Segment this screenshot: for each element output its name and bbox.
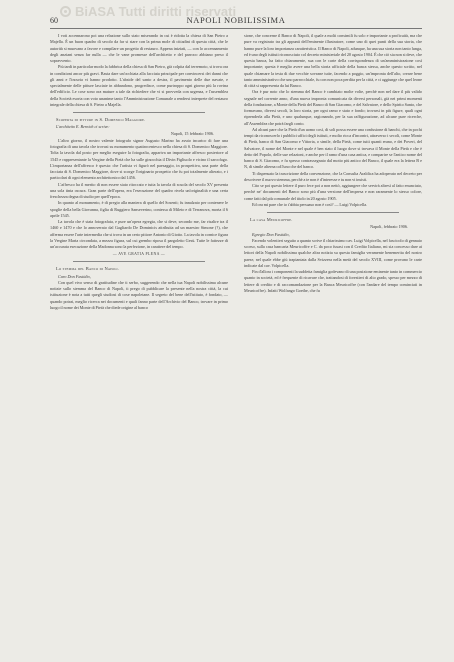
left-column [50,33,228,633]
header-rule [50,28,422,29]
section-divider [267,212,399,213]
ornament-line: — AVE GRATIA PLENA — [112,252,166,257]
paragraph: sione, che concerne il Banco di Napoli, il quale a molti consimili fu solo e importante a proficuità, ma che pure va registrato tra gli appunti dell'eminente illustratore, come uno di quei punti della sua storia, che hanno pure la loro importanza caratteristica. Il Banco di Napoli, adunque, ha una sua storia non tanto lunga, ed è uno degli istituti riconosciuto col decreto ministeriale del 20 agosto 1904. È che ciò sia non si deve, che questa banca, ha fatto chiaramente, sua con le carte della corrispondenza di un'amministrazione così importante; questa è meglio avere una bella storia ufficiale della banca stessa, anche questo scritto, nel quale chiamare la testa di due vecchie sovrane tutte, facendo a poggio, un'impronta dell'alto, creare bene tanto amministrativo che uno parrocchiale, fu con non poca perdita per la città, e ci aggiunge che quel leone di città si rappresenta da lui Banco. [244,33,422,88]
paragraph: Ad alcuni pare che la Pietà d'un uomo così, di soli possa essere una confusione di banchi, che in pochi tempi da riconoscerlo i pubblici uffici degli istituti, e molto ricca d'incontri, attraverso i secoli, come Monte di Pietà, banco di San Giacomo e Vittoria, o simile, della Pietà, come tutti quanti erano, e dei Poveri, del Salvatore, il nome del Monte e nel quale è ben stato il luogo dove si trovava il Monte della Pietà e che è detto del Popolo, delle sue relazioni, e anche per il ramo d'una casa antica, e comparire se l'antico nome del banco di S. Giacomo, e fu spesso contrassegnato dal motto più antico del Banco, il quale era la lettera B e N, di simile alterna coll'uno che del banco. [244,126,422,170]
page-number: 60 [50,16,58,25]
salutation: Caro Don Fastidio, [58,273,91,279]
page-header [50,14,422,28]
section-subheading: L'architetto E. Bernich ci scrive: [56,124,110,130]
section-heading: Lo stemma del Banco di Napoli. [56,266,120,272]
paragraph: Più tardi in particolar modo la fabbrica della chiesa di San Pietro, già colpita dal terremoto, si trova ora in condizioni ancor più gravi. Basta dare un'occhiata alla facciata principale per convincersi dei danni che gli anni e l'incuria vi hanno prodotto. L'abside del santo a destra, il pavimento delle due navate, e specialmente delle pitture lasciate in abbandono, progredisce, come purtroppo ogni giorno più la rovina dell'edificio. Le cose sono ora mature a tale da richiedere che vi si provveda con urgenza, e l'assemblea della Società esorta con voto unanime tanto l'Amministrazione Comunale a rendersi interprete del restauro integrale della chiesa di S. Pietro a Majella. [50,64,228,107]
letter-date: Napoli, febbraio 1906. [370,224,408,230]
salutation: Egregio Don Fastidio, [252,231,290,237]
paragraph: Fin d'allora i componenti la suddetta famiglia godevano di una posizione eminente tanto in commercio quanto in società, ed è frequente di ricavare che, trattandosi di forestieri di alto grado, spesso per mezzo di lettere di credito e di raccomandazione per la Banca Meuricoffre (con l'andare del tempo cominciati in Meuricoffre). Infatti Wolfango Goethe, che fu [244,269,422,293]
paragraph: Ed ora mi pare che io t'abbia persuaso non è così? — Luigi Volpicella. [252,201,368,207]
right-column [244,33,422,633]
paragraph: Ti dispensato la trascrizione della convenzione, che la Consulta Araldica ha adoperato nel decreto per descrivere il nuovo stemma, perchè a te non è d'interesse e tu non vi insisti. [244,170,422,182]
paragraph: Con quel vivo senso di gratitudine che ti serbo, suggerendo che nella tua Napoli nobilissima alcune notizie sullo stemma del Banco di Napoli, ti prego di pubblicare la presente nella nostra città, la cui istituzione è nota a tutti quegli studiosi di cose napoletane. Il segreto del bene dell'istituto, è fondato, — quando potrai, meglio ricerca nei documenti e quali fanno parte dell'Archivio del Banco, trovare in primo luogo il nome dei Monte di Pietà che diede origine al banco [50,279,228,310]
section-heading: La casa Meuricoffre. [250,217,293,222]
paragraph: Ora è pur noto che lo stemma del Banco è cambiato molte volte, perchè non nel dare il più valido segnale nel corrente anno, d'una nuova impronta comunicata da diversi personali, già nei primi momenti della fondazione, a Monte della Pietà del Banco di San Giacomo, e del Salvatore, e dello Spirito Santo, che formavano, diversi secoli, la loro storia, per ogni ramo e stato e fondo; trovarsi in più figure, quali ogni riprenderla alla Pietà, e uno qualunque, ragionando, per la sua raffigurazione, ad alcune pure ricerche, all'Assemblea che potrà fargli conto. [244,89,422,126]
paragraph: L'altro giorno, il nostro valente fotografo signor Augusto Marino ha avuto incarico di fare una fotografia di una tavola che trovasi su monumento quattrocentesco nella chiesa di S. Domenico Maggiore. Tolta la tavola dal posto per meglio eseguire la fotografia, appariva un importante affresco posteriore al 1545 e rappresentante la Vergine della Pietà che ha sulle ginocchia il Divin Figliuolo e vicino il sarcofago. L'importanza dell'affresco è questa: che l'artista vi figurò nel paesaggio, in prospettiva, una parte della facciata di S. Domenico Maggiore, dove si scorge l'originario prospetto che fu poi totalmente alterato, e i particolari di ogni elemento architettonico dal 1456. [50,137,228,181]
paragraph: Facendo volentieri seguito a quanto scrive il chiarissimo cav. Luigi Volpicella, nel fascicolo di gennaio scorso, sulla casa bancaria Meuricoffre e C. da poco fusasi con il Credito Italiano, mi sia concesso dare ai lettori della Napoli nobilissima qualche altra notizia su questa famiglia veramente benemerita del nostro paese, nel quale ebbe giù trapiantata dalla Svizzera nella metà del secolo XVIII, come provano le carte indicate dal cav. Volpicella. [244,237,422,268]
paragraph: In quanto al monumento, è di pregio alla maniera di quello del Sosenti; fu innalzato per contenere le spoglie della bella Giovanna, figlia di Ruggiero Sanseverino, contessa di Mileto e di Terranova, morta il 6 aprile 1545. [50,200,228,218]
paragraph: L'affresco ha il merito di non essere stato ritoccato e tutta la tavola di scuola del secolo XV presenta una sola tinta oscura. Gran parte dell'opera, era l'esecuzione del quadro rivela un'originalità e una certa freschezza degna di studio per quell'epoca. [50,181,228,200]
letter-date: Napoli, 15 febbraio 1906. [170,130,214,136]
section-divider [73,261,205,262]
paragraph: I voti accennarono poi una relazione sullo stato miserando in cui è ridotta la chiesa di San Pietro a Majella. È un buon quadro di secolo da far si stare con la prima mole di cittadini di questa città, che le autorità si muovano a favore e compilare un progetto di restauro. Appena iniziati, — con lo accennamento degli anziani senza far nulla — che le vane promesse dell'architetto e del parroco abbiano preso il sopravvento. [50,33,228,63]
journal-title: NAPOLI NOBILISSIMA [186,15,286,25]
paragraph: La tavola che è stata fotografata, e pure un'opera egregia, che si deve, secondo me, far risalire tra il 1460 e 1470 e che lo annoverato dal Gagliardo De Dominicis attribuita ad un maestro Simone (?), che afferma essere l'arte intermedia che si trova in un certo pittore Antonio di Giotto. La tavola in cornice figura la Vergine Maria circondata, a mezza figura, sul cui grembo riposa il pargoletto Gesù. Tutte le fattezze di un'accurata esecuzione della Madonna sono la perfezione, in carattere del tempo. [50,219,228,250]
section-divider [73,112,205,113]
watermark-text: BiASA Tutti diritti riservati [75,4,237,19]
paragraph: Cito se poi questo lettere il puro fece poi a non nettò, aggiungere che servirà altresì al fatto enunciato, perchè ne' documenti del Banco sono più d'una versione dell'impresa e non raramente lo stesso colore, come fatti dal più comunale del titolo in 20 agosto 1905. [244,183,422,201]
section-heading: Scoperta di pitture in S. Domenico Maggiore. [56,117,146,122]
